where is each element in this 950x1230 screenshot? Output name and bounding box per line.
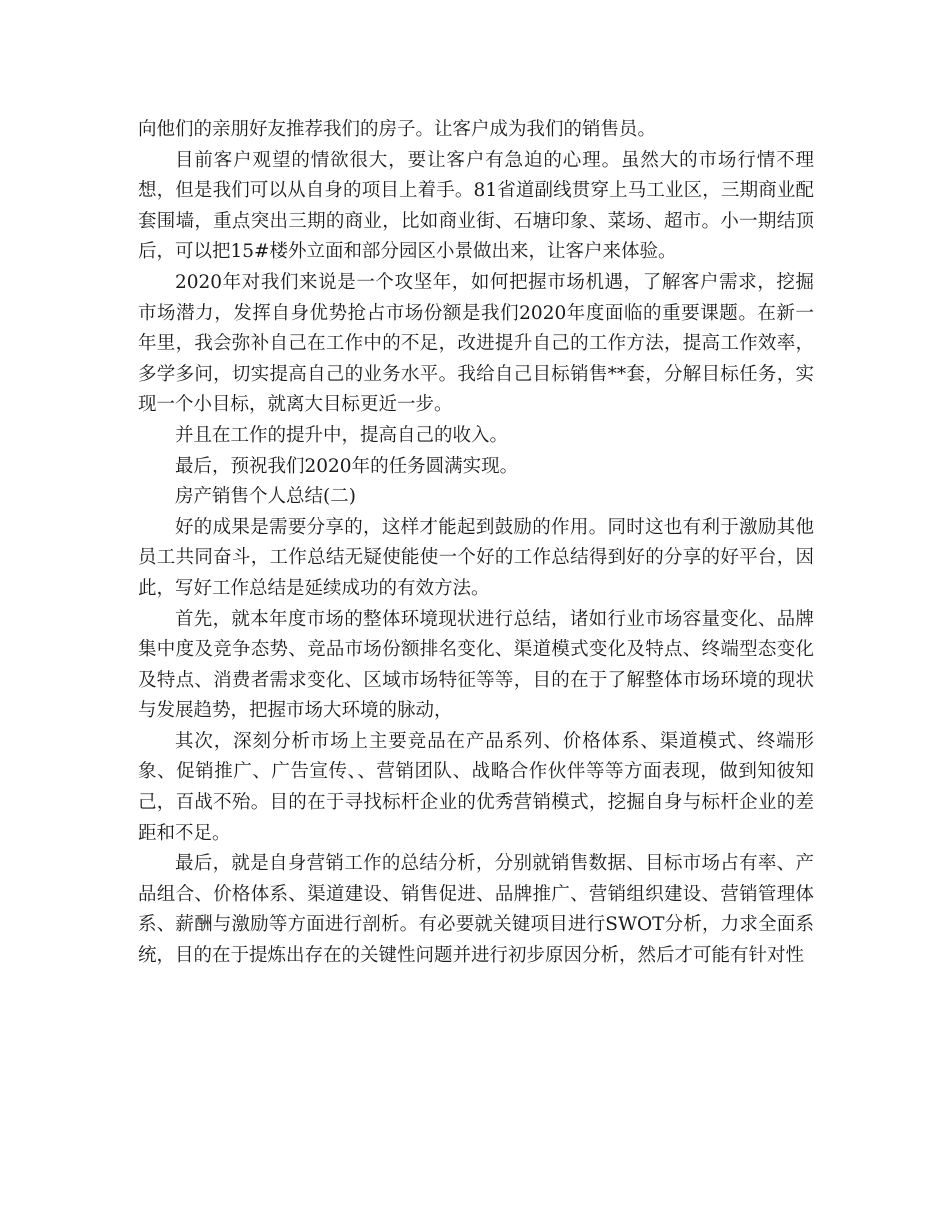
paragraph-2: 目前客户观望的情欲很大，要让客户有急迫的心理。虽然大的市场行情不理想，但是我们可以从自身的项目上着手。81省道副线贯穿上马工业区，三期商业配套围墙，重点突出三期的商业，比如商业街、石塘印象、菜场、超市。小一期结顶后，可以把15#楼外立面和部分园区小景做出来，让客户来体验。	[138, 149, 814, 263]
paragraph-7: 好的成果是需要分享的，这样才能起到鼓励的作用。同时这也有利于激励其他员工共同奋斗，工作总结无疑使能使一个好的工作总结得到好的分享的好平台，因此，写好工作总结是延续成功的有效方法。	[138, 516, 814, 599]
paragraph-3: 2020年对我们来说是一个攻坚年，如何把握市场机遇，了解客户需求，挖掘市场潜力，发挥自身优势抢占市场份额是我们2020年度面临的重要课题。在新一年里，我会弥补自己在工作中的不足，改进提升自己的工作方法，提高工作效率，多学多问，切实提高自己的业务水平。我给自己目标销售**套，分解目标任务，实现一个小目标，就离大目标更近一步。	[138, 271, 814, 416]
paragraph-9: 其次，深刻分析市场上主要竞品在产品系列、价格体系、渠道模式、终端形象、促销推广、广告宣传、、营销团队、战略合作伙伴等等方面表现，做到知彼知己，百战不殆。目的在于寻找标杆企业的优秀营销模式，挖掘自身与标杆企业的差距和不足。	[138, 730, 814, 844]
paragraph-10: 最后，就是自身营销工作的总结分析，分别就销售数据、目标市场占有率、产品组合、价格体系、渠道建设、销售促进、品牌推广、营销组织建设、营销管理体系、薪酬与激励等方面进行剖析。有必要就关键项目进行SWOT分析，力求全面系统，目的在于提炼出存在的关键性问题并进行初步原因分析，然后才可能有针对性	[138, 853, 814, 967]
paragraph-1: 向他们的亲朋好友推荐我们的房子。让客户成为我们的销售员。	[138, 119, 657, 140]
section-heading: 房产销售个人总结(二)	[175, 486, 356, 508]
paragraph-4: 并且在工作的提升中，提高自己的收入。	[175, 424, 509, 446]
document-body	[138, 115, 814, 972]
paragraph-8: 首先，就本年度市场的整体环境现状进行总结，诸如行业市场容量变化、品牌集中度及竞争态势、竞品市场份额排名变化、渠道模式变化及特点、终端型态变化及特点、消费者需求变化、区域市场特征等等，目的在于了解整体市场环境的现状与发展趋势，把握市场大环境的脉动，	[138, 608, 814, 722]
paragraph-5: 最后，预祝我们2020年的任务圆满实现。	[175, 455, 519, 477]
